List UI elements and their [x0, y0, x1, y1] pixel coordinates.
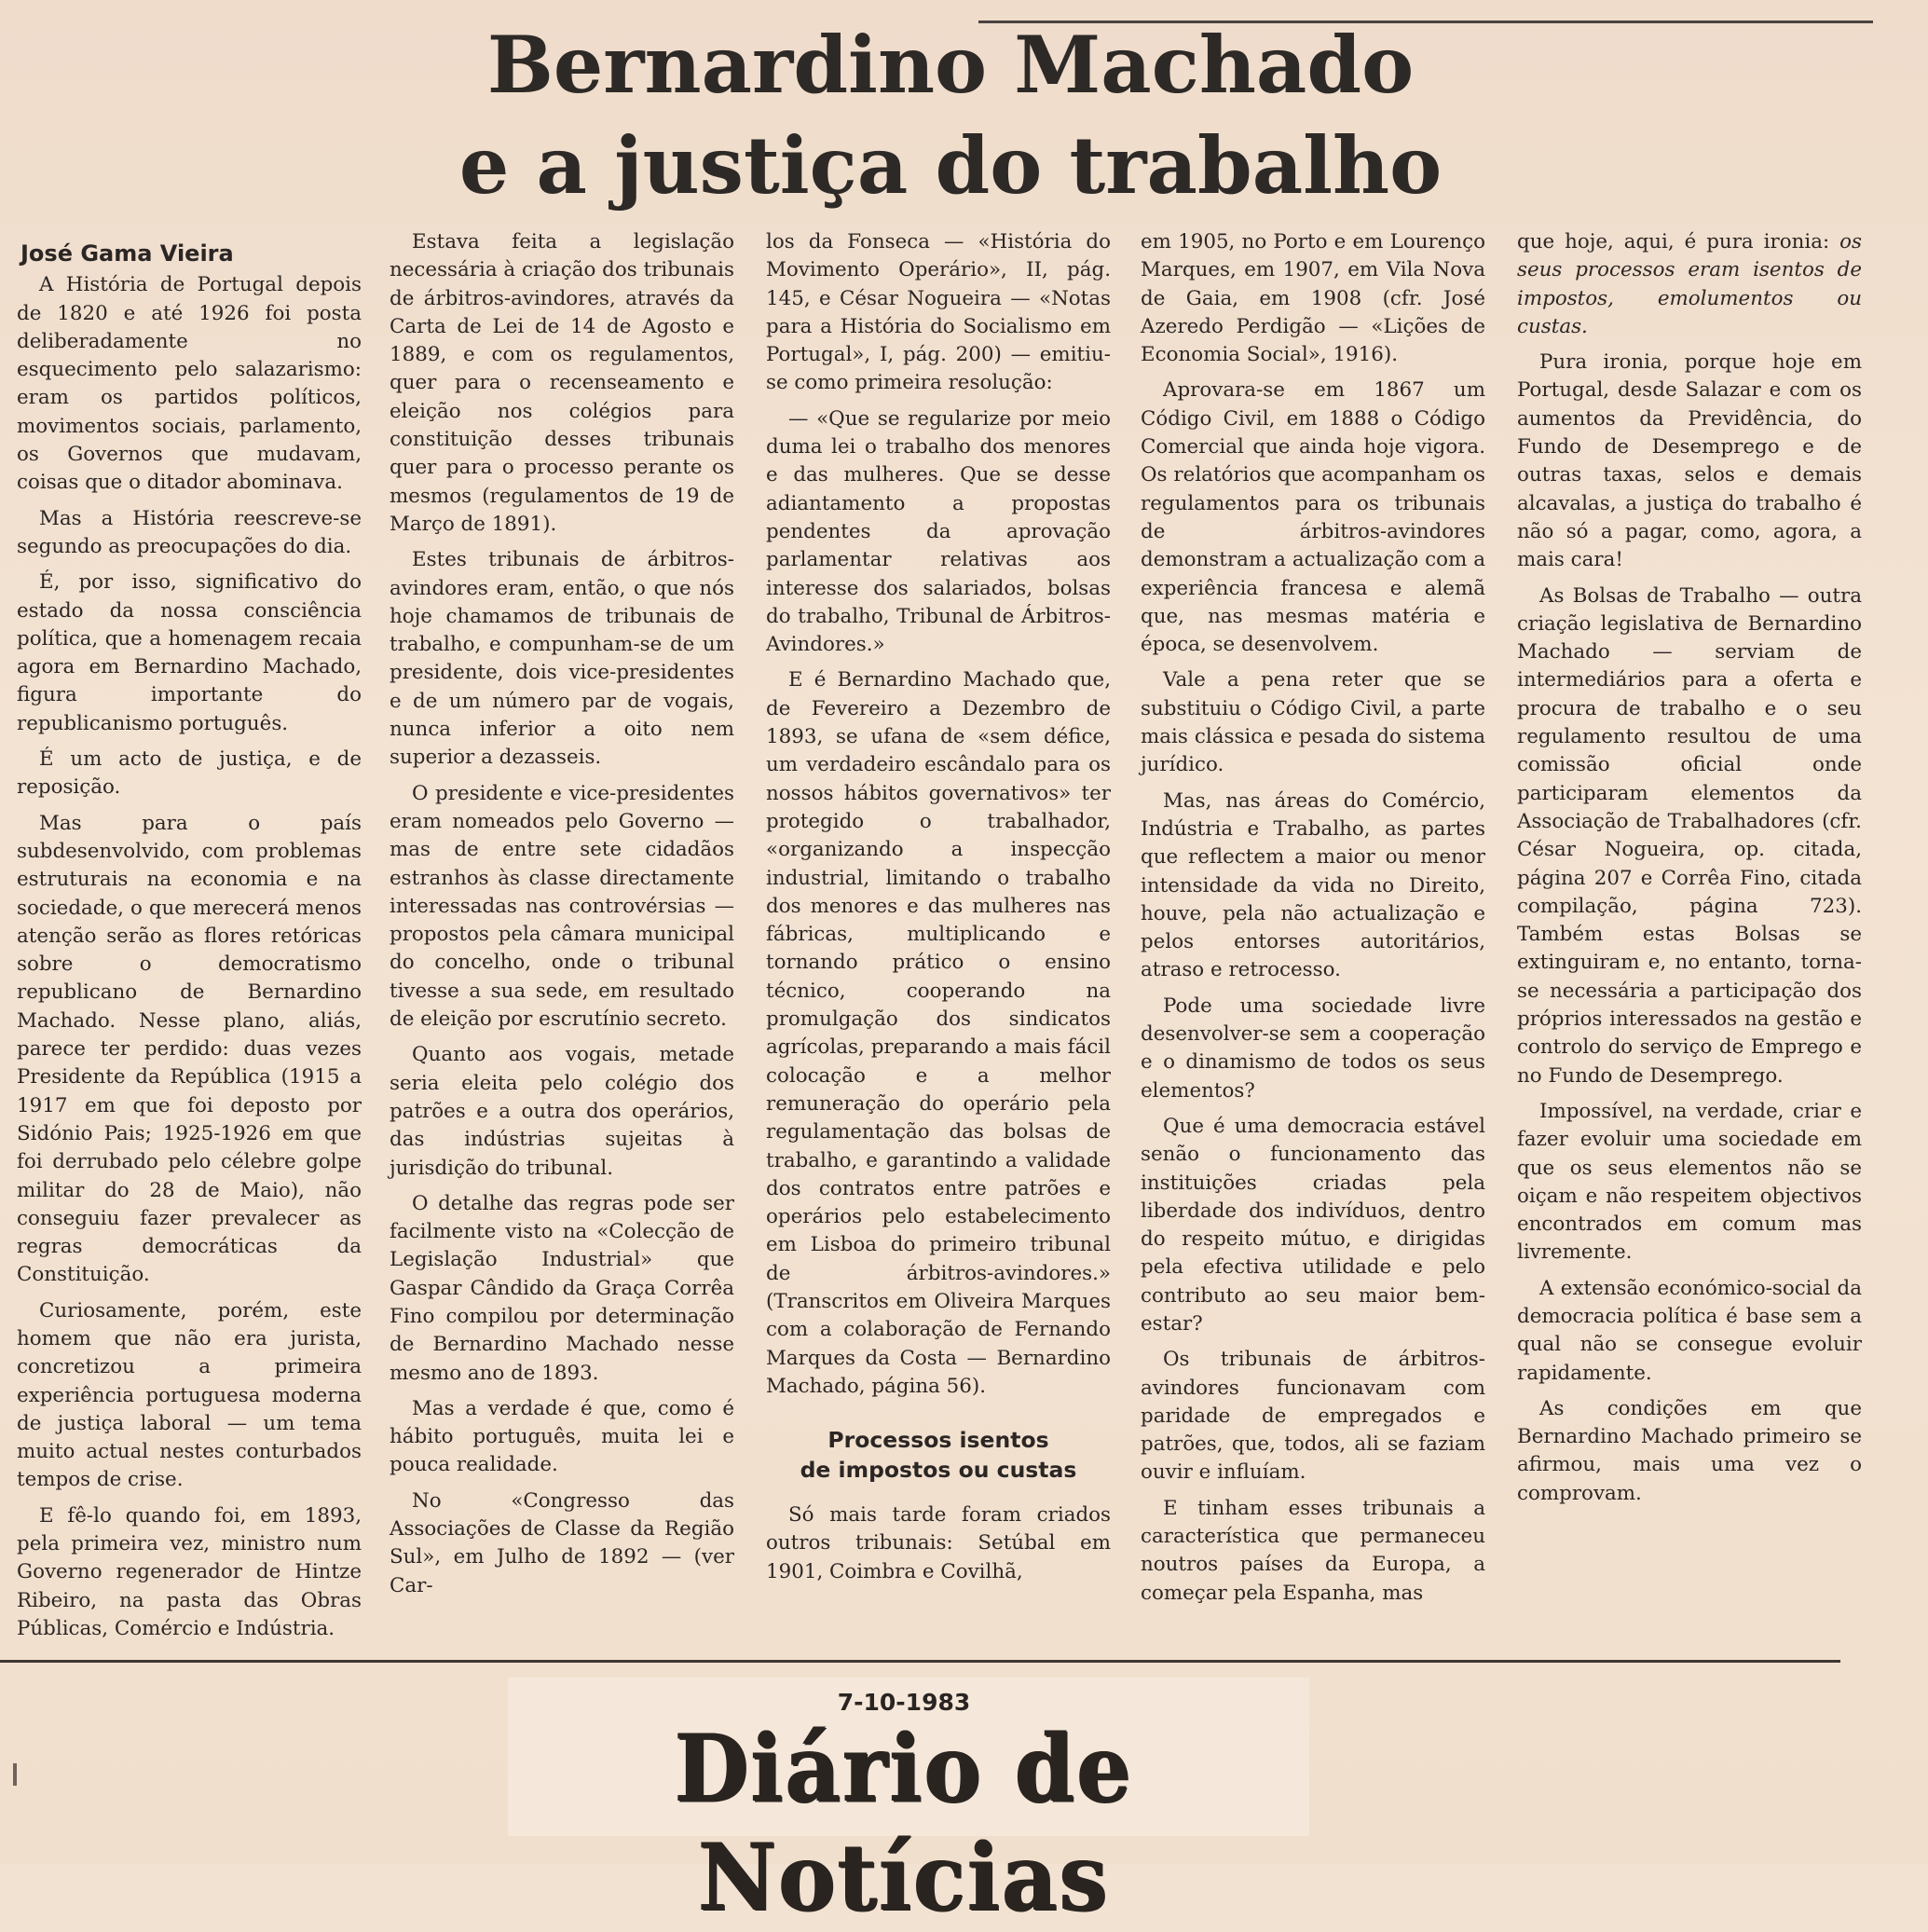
- paragraph: Estava feita a legislação necessária à criação dos tribunais de árbitros-avindores, através da Carta de Lei de 14 de Agosto e 1889, e com os regulamentos, quer para o recenseamento e eleição nos colégios para constituição desses tribunais quer para o processo perante os mesmos (regulamentos de 19 de Março de 1891).: [390, 230, 734, 536]
- paragraph: Pura ironia, porque hoje em Portugal, desde Salazar e com os aumentos da Previdência, do Fundo de Desemprego e de outras taxas, selos e demais alcavalas, a justiça do trabalho é não só a pagar, como, agora, a mais cara!: [1517, 350, 1862, 572]
- paragraph: Curiosamente, porém, este homem que não era jurista, concretizou a primeira experiência portuguesa moderna de justiça laboral — um tema muito actual nestes conturbados tempos de crise.: [17, 1298, 362, 1492]
- paragraph: los da Fonseca — «História do Movimento Operário», II, pág. 145, e César Nogueira — «Notas para a História do Socialismo em Portugal», I, pág. 200) — emitiu-se como primeira resolução:: [766, 230, 1111, 395]
- paragraph: Vale a pena reter que se substituiu o Código Civil, a parte mais clássica e pesada do sistema jurídico.: [1141, 668, 1485, 777]
- paragraph: A extensão económico-social da democracia política é base sem a qual não se consegue evoluir rapidamente.: [1517, 1276, 1862, 1385]
- article-column-5: [1517, 228, 1862, 1515]
- paragraph: Os tribunais de árbitros-avindores funcionavam com paridade de empregados e patrões, que, todos, ali se faziam ouvir e influíam.: [1141, 1348, 1485, 1485]
- paragraph: Quanto aos vogais, metade seria eleita pelo colégio dos patrões e a outra dos operários, das indústrias sujeitas à jurisdição do tribunal.: [390, 1043, 734, 1180]
- paragraph: Mas para o país subdesenvolvido, com problemas estruturais na economia e na sociedade, o que merecerá menos atenção serão as flores retóricas sobre o democratismo republicano de Bernardino Machado. Nesse plano, aliás, parece ter perdido: duas vezes Presidente da República (1915 a 1917 em que foi deposto por Sidónio Pais; 1925-1926 em que foi derrubado pelo célebre golpe militar do 28 de Maio), não conseguiu fazer prevalecer as regras democráticas da Constituição.: [17, 811, 362, 1287]
- paragraph: E tinham esses tribunais a característica que permaneceu noutros países da Europa, a começar pela Espanha, mas: [1141, 1496, 1485, 1605]
- paragraph: As condições em que Bernardino Machado primeiro se afirmou, mais uma vez o comprovam.: [1517, 1396, 1862, 1505]
- publication-date: 7-10-1983: [837, 1689, 971, 1716]
- paragraph: [1517, 228, 1862, 341]
- paragraph: em 1905, no Porto e em Lourenço Marques, em 1907, em Vila Nova de Gaia, em 1908 (cfr. José Azeredo Perdigão — «Lições de Economia Social», 1916).: [1141, 230, 1485, 367]
- italic-text: os seus processos eram isentos de impostos, emolumentos ou custas.: [1517, 230, 1862, 338]
- subhead-line-1: Processos isentos: [827, 1427, 1049, 1454]
- headline-line-1: Bernardino Machado: [486, 19, 1415, 111]
- paragraph: Pode uma sociedade livre desenvolver-se sem a cooperação e o dinamismo de todos os seus elementos?: [1141, 993, 1485, 1103]
- paragraph: — «Que se regularize por meio duma lei o trabalho dos menores e das mulheres. Que se desse adiantamento a propostas pendentes da aprovação parlamentar relativas aos interesse dos salariados, bolsas do trabalho, Tribunal de Árbitros-Avindores.»: [766, 406, 1111, 657]
- byline: José Gama Vieira: [21, 240, 234, 267]
- section-subhead: [766, 1425, 1111, 1485]
- article-column-4: [1141, 228, 1485, 1615]
- paragraph: As Bolsas de Trabalho — outra criação legislativa de Bernardino Machado — serviam de intermediários para a oferta e procura de trabalho e o seu regulamento resultou de uma comissão oficial onde participaram elementos da Associação de Trabalhadores (cfr. César Nogueira, op. citada, página 207 e Corrêa Fino, citada compilação, página 723). Também estas Bolsas se extinguiram e, no entanto, torna-se necessária a participação dos próprios interessados na gestão e controlo do serviço de Emprego e no Fundo de Desemprego.: [1517, 583, 1862, 1088]
- paragraph: Mas a verdade é que, como é hábito português, muita lei e pouca realidade.: [390, 1396, 734, 1477]
- paragraph: E é Bernardino Machado que, de Fevereiro a Dezembro de 1893, se ufana de «sem défice, um verdadeiro escândalo para os nossos hábitos governativos» ter protegido o trabalhador, «organizando a inspecção industrial, limitando o trabalho dos menores e das mulheres nas fábricas, multiplicando e tornando prático o ensino técnico, cooperando na promulgação dos sindicatos agrícolas, preparando a mais fácil colocação e a melhor remuneração do operário pela regulamentação das bolsas de trabalho, e garantindo a validade dos contratos entre patrões e operários pelo estabelecimento em Lisboa do primeiro tribunal de árbitros-avindores.» (Transcritos em Oliveira Marques com a colaboração de Fernando Marques da Costa — Bernardino Machado, página 56).: [766, 668, 1111, 1398]
- subhead-line-2: de impostos ou custas: [800, 1457, 1077, 1484]
- article-column-1: [17, 228, 362, 1651]
- article-column-3: [766, 228, 1111, 1594]
- edge-mark: [13, 1763, 17, 1786]
- paragraph: Impossível, na verdade, criar e fazer evoluir uma sociedade em que os seus elementos não se oiçam e não respeitem objectivos encontrados em comum mas livremente.: [1517, 1099, 1862, 1265]
- paragraph: O presidente e vice-presidentes eram nomeados pelo Governo — mas de entre sete cidadãos estranhos às classe directamente interessadas nas controvérsias — propostos pela câmara municipal do concelho, onde o tribunal tivesse a sua sede, em resultado de eleição por escrutínio secreto.: [390, 781, 734, 1032]
- paragraph: Estes tribunais de árbitros-avindores eram, então, o que nós hoje chamamos de tribunais de trabalho, e compunham-se de um presidente, dois vice-presidentes e de um número par de vogais, nunca inferior a oito nem superior a dezasseis.: [390, 548, 734, 770]
- headline-line-2: e a justiça do trabalho: [458, 119, 1443, 212]
- paragraph: E fê-lo quando foi, em 1893, pela primeira vez, ministro num Governo regenerador de Hintze Ribeiro, na pasta das Obras Públicas, Comércio e Indústria.: [17, 1503, 362, 1640]
- newspaper-masthead: Diário de Notícias: [674, 1714, 1133, 1932]
- paragraph: No «Congresso das Associações de Classe da Região Sul», em Julho de 1892 — (ver Car-: [390, 1488, 734, 1597]
- paragraph: É um acto de justiça, e de reposição.: [17, 747, 362, 800]
- paragraph-text: que hoje, aqui, é pura ironia:: [1517, 230, 1830, 253]
- article-column-2: [390, 228, 734, 1608]
- paragraph: Mas a História reescreve-se segundo as preocupações do dia.: [17, 506, 362, 558]
- paragraph: Que é uma democracia estável senão o funcionamento das instituições criadas pela liberdade dos indivíduos, dentro do respeito mútuo, e dirigidas pela efectiva utilidade e pelo contributo ao seu maior bem-estar?: [1141, 1114, 1485, 1336]
- bottom-rule: [0, 1660, 1840, 1663]
- paragraph: É, por isso, significativo do estado da nossa consciência política, que a homenagem recaia agora em Bernardino Machado, figura importante do republicanismo português.: [17, 570, 362, 735]
- paragraph: Aprovara-se em 1867 um Código Civil, em 1888 o Código Comercial que ainda hoje vigora. Os relatórios que acompanham os regulamentos para os tribunais de árbitros-avindores demonstram a actualização com a experiência francesa e alemã que, nas mesmas matéria e época, se desenvolvem.: [1141, 378, 1485, 657]
- paragraph: Só mais tarde foram criados outros tribunais: Setúbal em 1901, Coimbra e Covilhã,: [766, 1503, 1111, 1583]
- paragraph: O detalhe das regras pode ser facilmente visto na «Colecção de Legislação Industrial» que Gaspar Cândido da Graça Corrêa Fino compilou por determinação de Bernardino Machado nesse mesmo ano de 1893.: [390, 1191, 734, 1385]
- paragraph: Mas, nas áreas do Comércio, Indústria e Trabalho, as partes que reflectem a maior ou menor intensidade da vida no Direito, houve, pela não actualização e pelos entorses autoritários, atraso e retrocesso.: [1141, 788, 1485, 982]
- paragraph: A História de Portugal depois de 1820 e até 1926 foi posta deliberadamente no esquecimento pelo salazarismo: eram os partidos políticos, movimentos sociais, parlamento, os Governos que mudavam, coisas que o ditador abominava.: [17, 273, 362, 495]
